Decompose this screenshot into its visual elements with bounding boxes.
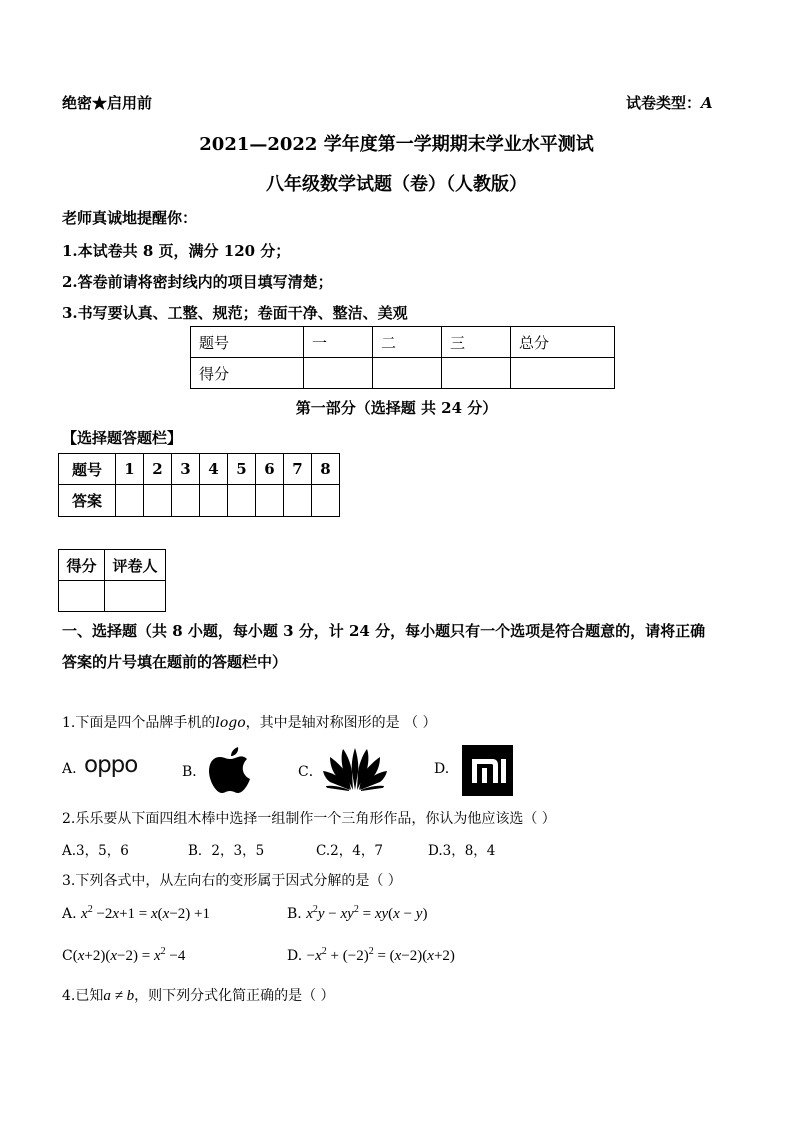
question-number: 8 bbox=[312, 454, 340, 485]
q3-option-a-formula: $x^2 -2x+1 = x(x-2) +1$ bbox=[81, 904, 211, 922]
answer-cell[interactable] bbox=[256, 485, 284, 517]
q2-option-a: A.3，5，6 bbox=[62, 843, 129, 859]
q1-option-d-label: D. bbox=[434, 761, 450, 777]
huawei-logo bbox=[322, 744, 388, 794]
oppo-logo: oppo bbox=[84, 752, 138, 778]
answer-table-header: 题号 bbox=[59, 454, 116, 485]
question-2-stem: 2.乐乐要从下面四组木棒中选择一组制作一个三角形作品，你认为他应该选（ ） bbox=[62, 811, 556, 827]
answer-bar-title: 【选择题答题栏】 bbox=[62, 429, 183, 447]
q3-option-a-label: A. bbox=[62, 906, 77, 922]
question-number: 6 bbox=[256, 454, 284, 485]
score-table-header: 总分 bbox=[511, 327, 615, 358]
grader-score-label: 得分 bbox=[59, 550, 105, 581]
question-4-stem-post: ，则下列分式化简正确的是（ ） bbox=[134, 988, 335, 1004]
question-1-stem-pre: 1.下面是四个品牌手机的 bbox=[62, 715, 216, 731]
question-3-stem: 3.下列各式中，从左向右的变形属于因式分解的是（ ） bbox=[62, 873, 402, 889]
question-number: 7 bbox=[284, 454, 312, 485]
q3-option-b-formula: $x^2y - xy^2 = xy(x - y)$ bbox=[306, 904, 428, 922]
question-number: 3 bbox=[172, 454, 200, 485]
answer-cell[interactable] bbox=[312, 485, 340, 517]
q3-option-b bbox=[287, 906, 427, 923]
q3-option-c-formula: $(x+2)(x-2) = x^2 -4$ bbox=[72, 946, 186, 964]
section-heading-line-1: 一、选择题（共 8 小题，每小题 3 分，计 24 分，每小题只有一个选项是符合题意的，请将正确 bbox=[62, 622, 706, 640]
section-heading-line-2: 答案的片号填在题前的答题栏中） bbox=[62, 653, 288, 671]
q1-option-c-label: C． bbox=[298, 764, 323, 780]
answer-table bbox=[58, 453, 340, 517]
grader-name-label: 评卷人 bbox=[105, 550, 166, 581]
question-number: 1 bbox=[116, 454, 144, 485]
q3-option-c-label: C bbox=[62, 948, 73, 964]
question-4-stem bbox=[62, 985, 335, 1005]
answer-row-label: 答案 bbox=[59, 485, 116, 517]
answer-cell[interactable] bbox=[172, 485, 200, 517]
q2-option-d: D.3，8，4 bbox=[428, 843, 496, 859]
q3-option-c bbox=[62, 948, 185, 965]
answer-cell[interactable] bbox=[284, 485, 312, 517]
xiaomi-logo bbox=[462, 745, 513, 796]
paper-type-label: 试卷类型： bbox=[626, 94, 702, 112]
score-cell[interactable] bbox=[511, 358, 615, 389]
answer-cell[interactable] bbox=[200, 485, 228, 517]
q3-option-d-formula: $-x^2 + (-2)^2 = (x-2)(x+2)$ bbox=[306, 946, 455, 964]
question-4-condition: a ≠ b bbox=[103, 988, 135, 1004]
question-1-stem-post: ，其中是轴对称图形的是 （ ） bbox=[245, 715, 437, 731]
q1-option-b-label: B． bbox=[182, 764, 207, 780]
answer-cell[interactable] bbox=[116, 485, 144, 517]
reminder-item-1: 1.本试卷共 8 页，满分 120 分； bbox=[62, 242, 291, 260]
score-cell[interactable] bbox=[373, 358, 442, 389]
grader-table bbox=[58, 549, 166, 612]
reminder-item-2: 2.答卷前请将密封线内的项目填写清楚； bbox=[62, 273, 333, 291]
reminder-item-3: 3.书写要认真、工整、规范；卷面干净、整洁、美观 bbox=[62, 304, 408, 322]
answer-cell[interactable] bbox=[228, 485, 256, 517]
q2-option-c: C.2，4，7 bbox=[316, 843, 383, 859]
score-table-header: 三 bbox=[442, 327, 511, 358]
q3-option-d-label: D. bbox=[287, 948, 303, 964]
grader-score-cell[interactable] bbox=[59, 581, 105, 612]
q3-option-a bbox=[62, 906, 210, 923]
question-1-stem bbox=[62, 712, 437, 732]
q3-option-d bbox=[287, 948, 455, 965]
exam-subtitle: 八年级数学试题（卷）（人教版） bbox=[266, 174, 527, 195]
score-table-header: 一 bbox=[304, 327, 373, 358]
question-number: 5 bbox=[228, 454, 256, 485]
confidential-label: 绝密★启用前 bbox=[62, 94, 153, 112]
reminder-heading: 老师真诚地提醒你： bbox=[62, 209, 198, 227]
answer-cell[interactable] bbox=[144, 485, 172, 517]
score-table-header: 二 bbox=[373, 327, 442, 358]
score-table bbox=[190, 326, 615, 389]
exam-title: 2021—2022 学年度第一学期期末学业水平测试 bbox=[199, 134, 594, 155]
q1-option-a-label: A. bbox=[62, 761, 77, 777]
score-table-header: 题号 bbox=[191, 327, 304, 358]
paper-type bbox=[626, 92, 713, 113]
question-4-stem-pre: 4.已知 bbox=[62, 988, 104, 1004]
question-number: 2 bbox=[144, 454, 172, 485]
grader-name-cell[interactable] bbox=[105, 581, 166, 612]
score-cell[interactable] bbox=[442, 358, 511, 389]
part-one-title: 第一部分（选择题 共 24 分） bbox=[295, 399, 498, 417]
paper-type-value: A bbox=[701, 94, 713, 112]
score-row-label: 得分 bbox=[191, 358, 304, 389]
apple-logo bbox=[208, 745, 252, 795]
score-cell[interactable] bbox=[304, 358, 373, 389]
q3-option-b-label: B. bbox=[287, 906, 302, 922]
question-number: 4 bbox=[200, 454, 228, 485]
q2-option-b: B．2，3，5 bbox=[188, 843, 265, 859]
question-1-stem-logo-word: logo bbox=[215, 715, 246, 731]
